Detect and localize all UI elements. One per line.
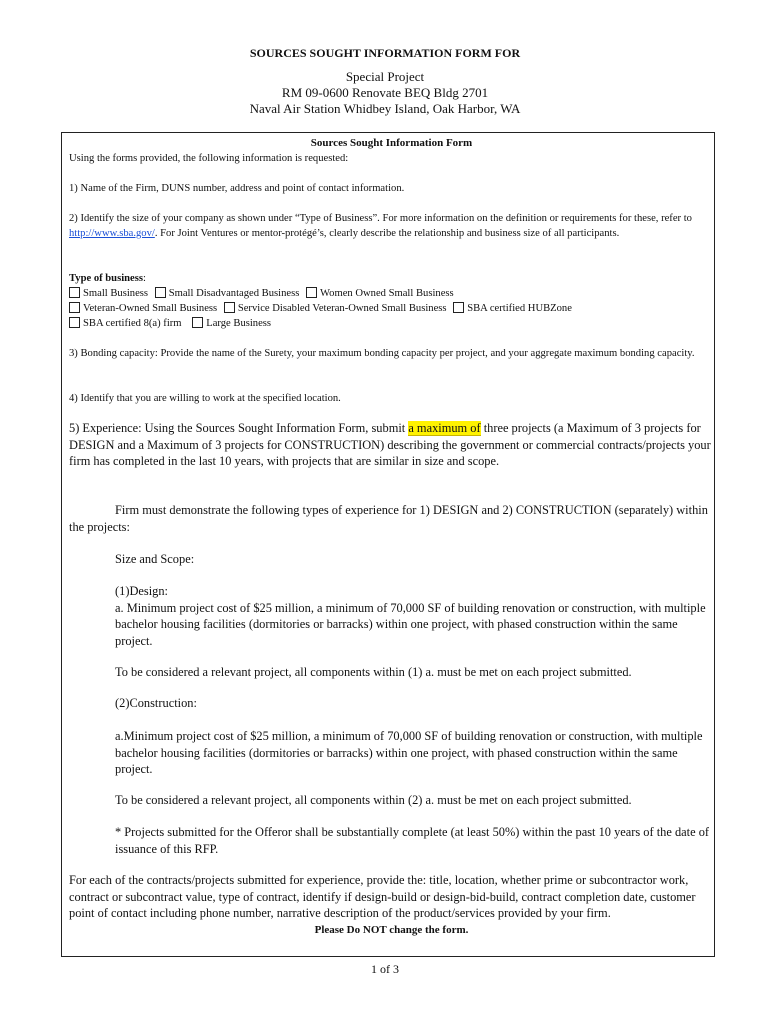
project-type: Special Project bbox=[345, 69, 425, 84]
design-requirement: a. Minimum project cost of $25 million, a minimum of 70,000 SF of building renovation or construction, with multiple bachelor housing facilities (dormitories or barracks) within one project, with phased construction within the same project. bbox=[115, 600, 706, 648]
construction-requirement: a.Minimum project cost of $25 million, a minimum of 70,000 SF of building renovation or construction, with multiple bachelor housing facilities (dormitories or barracks) within one project, with phased construction within the same project. bbox=[115, 729, 703, 776]
page-number: 1 of 3 bbox=[371, 962, 399, 976]
checkbox-small-business[interactable] bbox=[69, 287, 80, 298]
project-header bbox=[0, 69, 770, 117]
business-options-row-1: Small Business Small Disadvantaged Business Women Owned Small Business bbox=[69, 286, 714, 301]
checkbox-sba-8a-firm[interactable] bbox=[69, 317, 80, 328]
design-heading: (1)Design: bbox=[115, 584, 168, 598]
construction-note: To be considered a relevant project, all components within (2) a. must be met on each project submitted. bbox=[115, 793, 632, 807]
highlighted-text: a maximum of bbox=[408, 421, 481, 435]
document-title: SOURCES SOUGHT INFORMATION FORM FOR bbox=[249, 46, 521, 60]
item-4: 4) Identify that you are willing to work at the specified location. bbox=[69, 393, 341, 404]
business-type-label: Type of business: bbox=[69, 273, 146, 284]
checkbox-sba-hubzone[interactable] bbox=[453, 302, 464, 313]
checkbox-large-business[interactable] bbox=[192, 317, 203, 328]
business-options-row-3: SBA certified 8(a) firm Large Business bbox=[69, 316, 714, 331]
item-1: 1) Name of the Firm, DUNS number, address and point of contact information. bbox=[69, 183, 405, 194]
form-intro: Using the forms provided, the following information is requested: bbox=[69, 153, 349, 164]
item-5: 5) Experience: Using the Sources Sought Information Form, submit a maximum of three projects (a Maximum of 3 projects for DESIGN and a Maximum of 3 projects for CONSTRUCTION) describing the government or commercial contracts/projects your firm has completed in the last 10 years, with projects that are similar in size and scope. bbox=[69, 421, 711, 468]
project-number: RM 09-0600 Renovate BEQ Bldg 2701 bbox=[281, 85, 489, 100]
form-box bbox=[61, 132, 715, 957]
checkbox-service-disabled-veteran-owned[interactable] bbox=[224, 302, 235, 313]
item-3: 3) Bonding capacity: Provide the name of the Surety, your maximum bonding capacity per project, and your aggregate maximum bonding capacity. bbox=[69, 348, 695, 359]
experience-requirement: Firm must demonstrate the following types of experience for 1) DESIGN and 2) CONSTRUCTION (separately) within the projects: bbox=[69, 503, 708, 534]
checkbox-women-owned-small-business[interactable] bbox=[306, 287, 317, 298]
form-title: Sources Sought Information Form bbox=[310, 137, 473, 149]
size-scope-heading: Size and Scope: bbox=[115, 552, 195, 566]
closing-paragraph: For each of the contracts/projects submitted for experience, provide the: title, location, whether prime or subcontractor work, contract or subcontract value, type of contract, identify if design-build or design-bid-build, contract completion date, customer point of contact including phone number, narrative description of the product/services provided by your firm. bbox=[69, 873, 696, 920]
item-2: 2) Identify the size of your company as shown under “Type of Business”. For more information on the definition or requirements for these, refer to http://www.sba.gov/. For Joint Ventures or mentor-protégé’s, clearly describe the relationship and business size of all participants. bbox=[69, 213, 692, 239]
checkbox-small-disadvantaged-business[interactable] bbox=[155, 287, 166, 298]
business-options-row-2: Veteran-Owned Small Business Service Disabled Veteran-Owned Small Business SBA certified HUBZone bbox=[69, 301, 714, 316]
construction-heading: (2)Construction: bbox=[115, 696, 197, 710]
project-location: Naval Air Station Whidbey Island, Oak Harbor, WA bbox=[249, 101, 521, 116]
do-not-change-notice: Please Do NOT change the form. bbox=[314, 923, 469, 936]
design-note: To be considered a relevant project, all components within (1) a. must be met on each project submitted. bbox=[115, 665, 632, 679]
sba-link[interactable]: http://www.sba.gov/ bbox=[69, 228, 155, 239]
checkbox-veteran-owned-small-business[interactable] bbox=[69, 302, 80, 313]
projects-note: * Projects submitted for the Offeror shall be substantially complete (at least 50%) within the past 10 years of the date of issuance of this RFP. bbox=[115, 825, 710, 856]
